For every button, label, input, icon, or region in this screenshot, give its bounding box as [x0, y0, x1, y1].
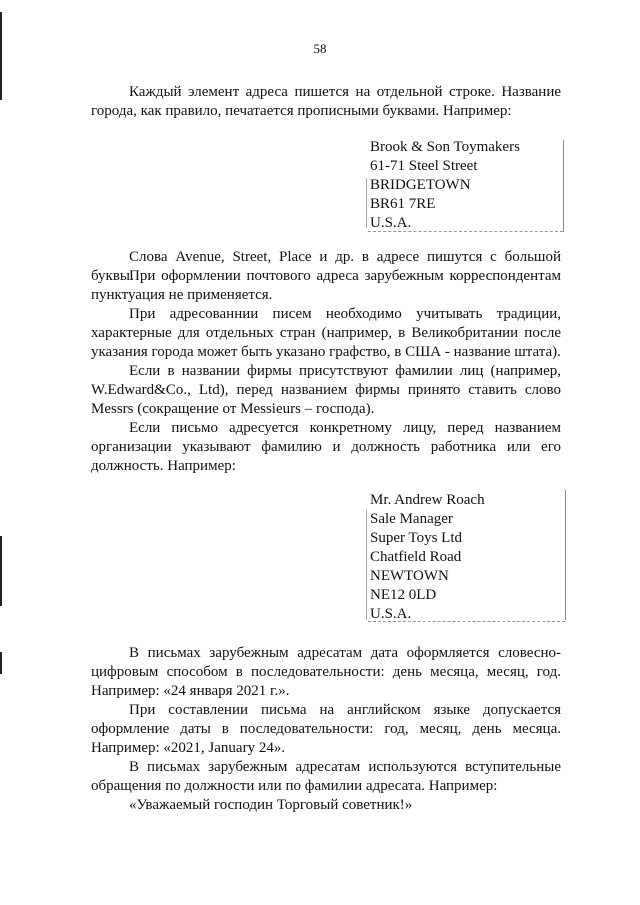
paragraph: В письмах зарубежным адресатам используются вступительные обращения по должности или по фамилии адресата. Например:: [91, 759, 561, 794]
paragraph: «Уважаемый господин Торговый советник!»: [129, 797, 413, 813]
address-border: [366, 178, 367, 228]
page-number: 58: [313, 41, 327, 56]
paragraph: При оформлении почтового адреса зарубежным корреспондентам пунктуация не применяется.: [91, 268, 561, 303]
scan-mark: [0, 652, 2, 674]
paragraph: Если в названии фирмы присутствуют фамилии лиц (например, W.Edward&Co., Ltd), перед названием фирмы принято ставить слово Messrs (сокращение от Messieurs – господа).: [91, 363, 561, 417]
address-border: [565, 490, 566, 620]
address-line: U.S.A.: [370, 606, 412, 622]
scan-mark: [0, 536, 2, 606]
paragraph: При составлении письма на английском языке допускается оформление даты в последовательности: год, месяц, день месяца. Например: «2021, January 24».: [91, 702, 561, 756]
address-border: [563, 140, 564, 232]
paragraph: В письмах зарубежным адресатам дата оформляется словесно-цифровым способом в последовательности: день месяца, месяц, год. Например: «24 января 2021 г.».: [91, 645, 561, 699]
paragraph: Если письмо адресуется конкретному лицу, перед названием организации указывают фамилию и должность работника или его должность. Например:: [91, 420, 561, 474]
address-border: [368, 621, 565, 622]
address-border: [366, 510, 367, 620]
paragraph: Слова Avenue, Street, Place и др. в адресе пишутся с большой буквы.: [91, 249, 561, 284]
address-line: Brook & Son Toymakers: [370, 139, 520, 155]
address-line: NE12 0LD: [370, 587, 437, 603]
address-line: NEWTOWN: [370, 568, 449, 584]
address-line: Sale Manager: [370, 511, 453, 527]
address-line: BR61 7RE: [370, 196, 436, 212]
address-line: BRIDGETOWN: [370, 177, 471, 193]
address-line: 61-71 Steel Street: [370, 158, 478, 174]
address-line: Chatfield Road: [370, 549, 462, 565]
address-block: [370, 138, 565, 233]
address-border: [368, 231, 563, 232]
address-block: [370, 491, 565, 624]
address-line: U.S.A.: [370, 215, 412, 231]
paragraph: При адресованнии писем необходимо учитывать традиции, характерные для отдельных стран (например, в Великобритании после указания города может быть указано графство, в США - название штата).: [91, 306, 561, 360]
address-line: Super Toys Ltd: [370, 530, 463, 546]
paragraph: Каждый элемент адреса пишется на отдельной строке. Название города, как правило, печатается прописными буквами. Например:: [91, 84, 561, 119]
address-line: Mr. Andrew Roach: [370, 492, 485, 508]
